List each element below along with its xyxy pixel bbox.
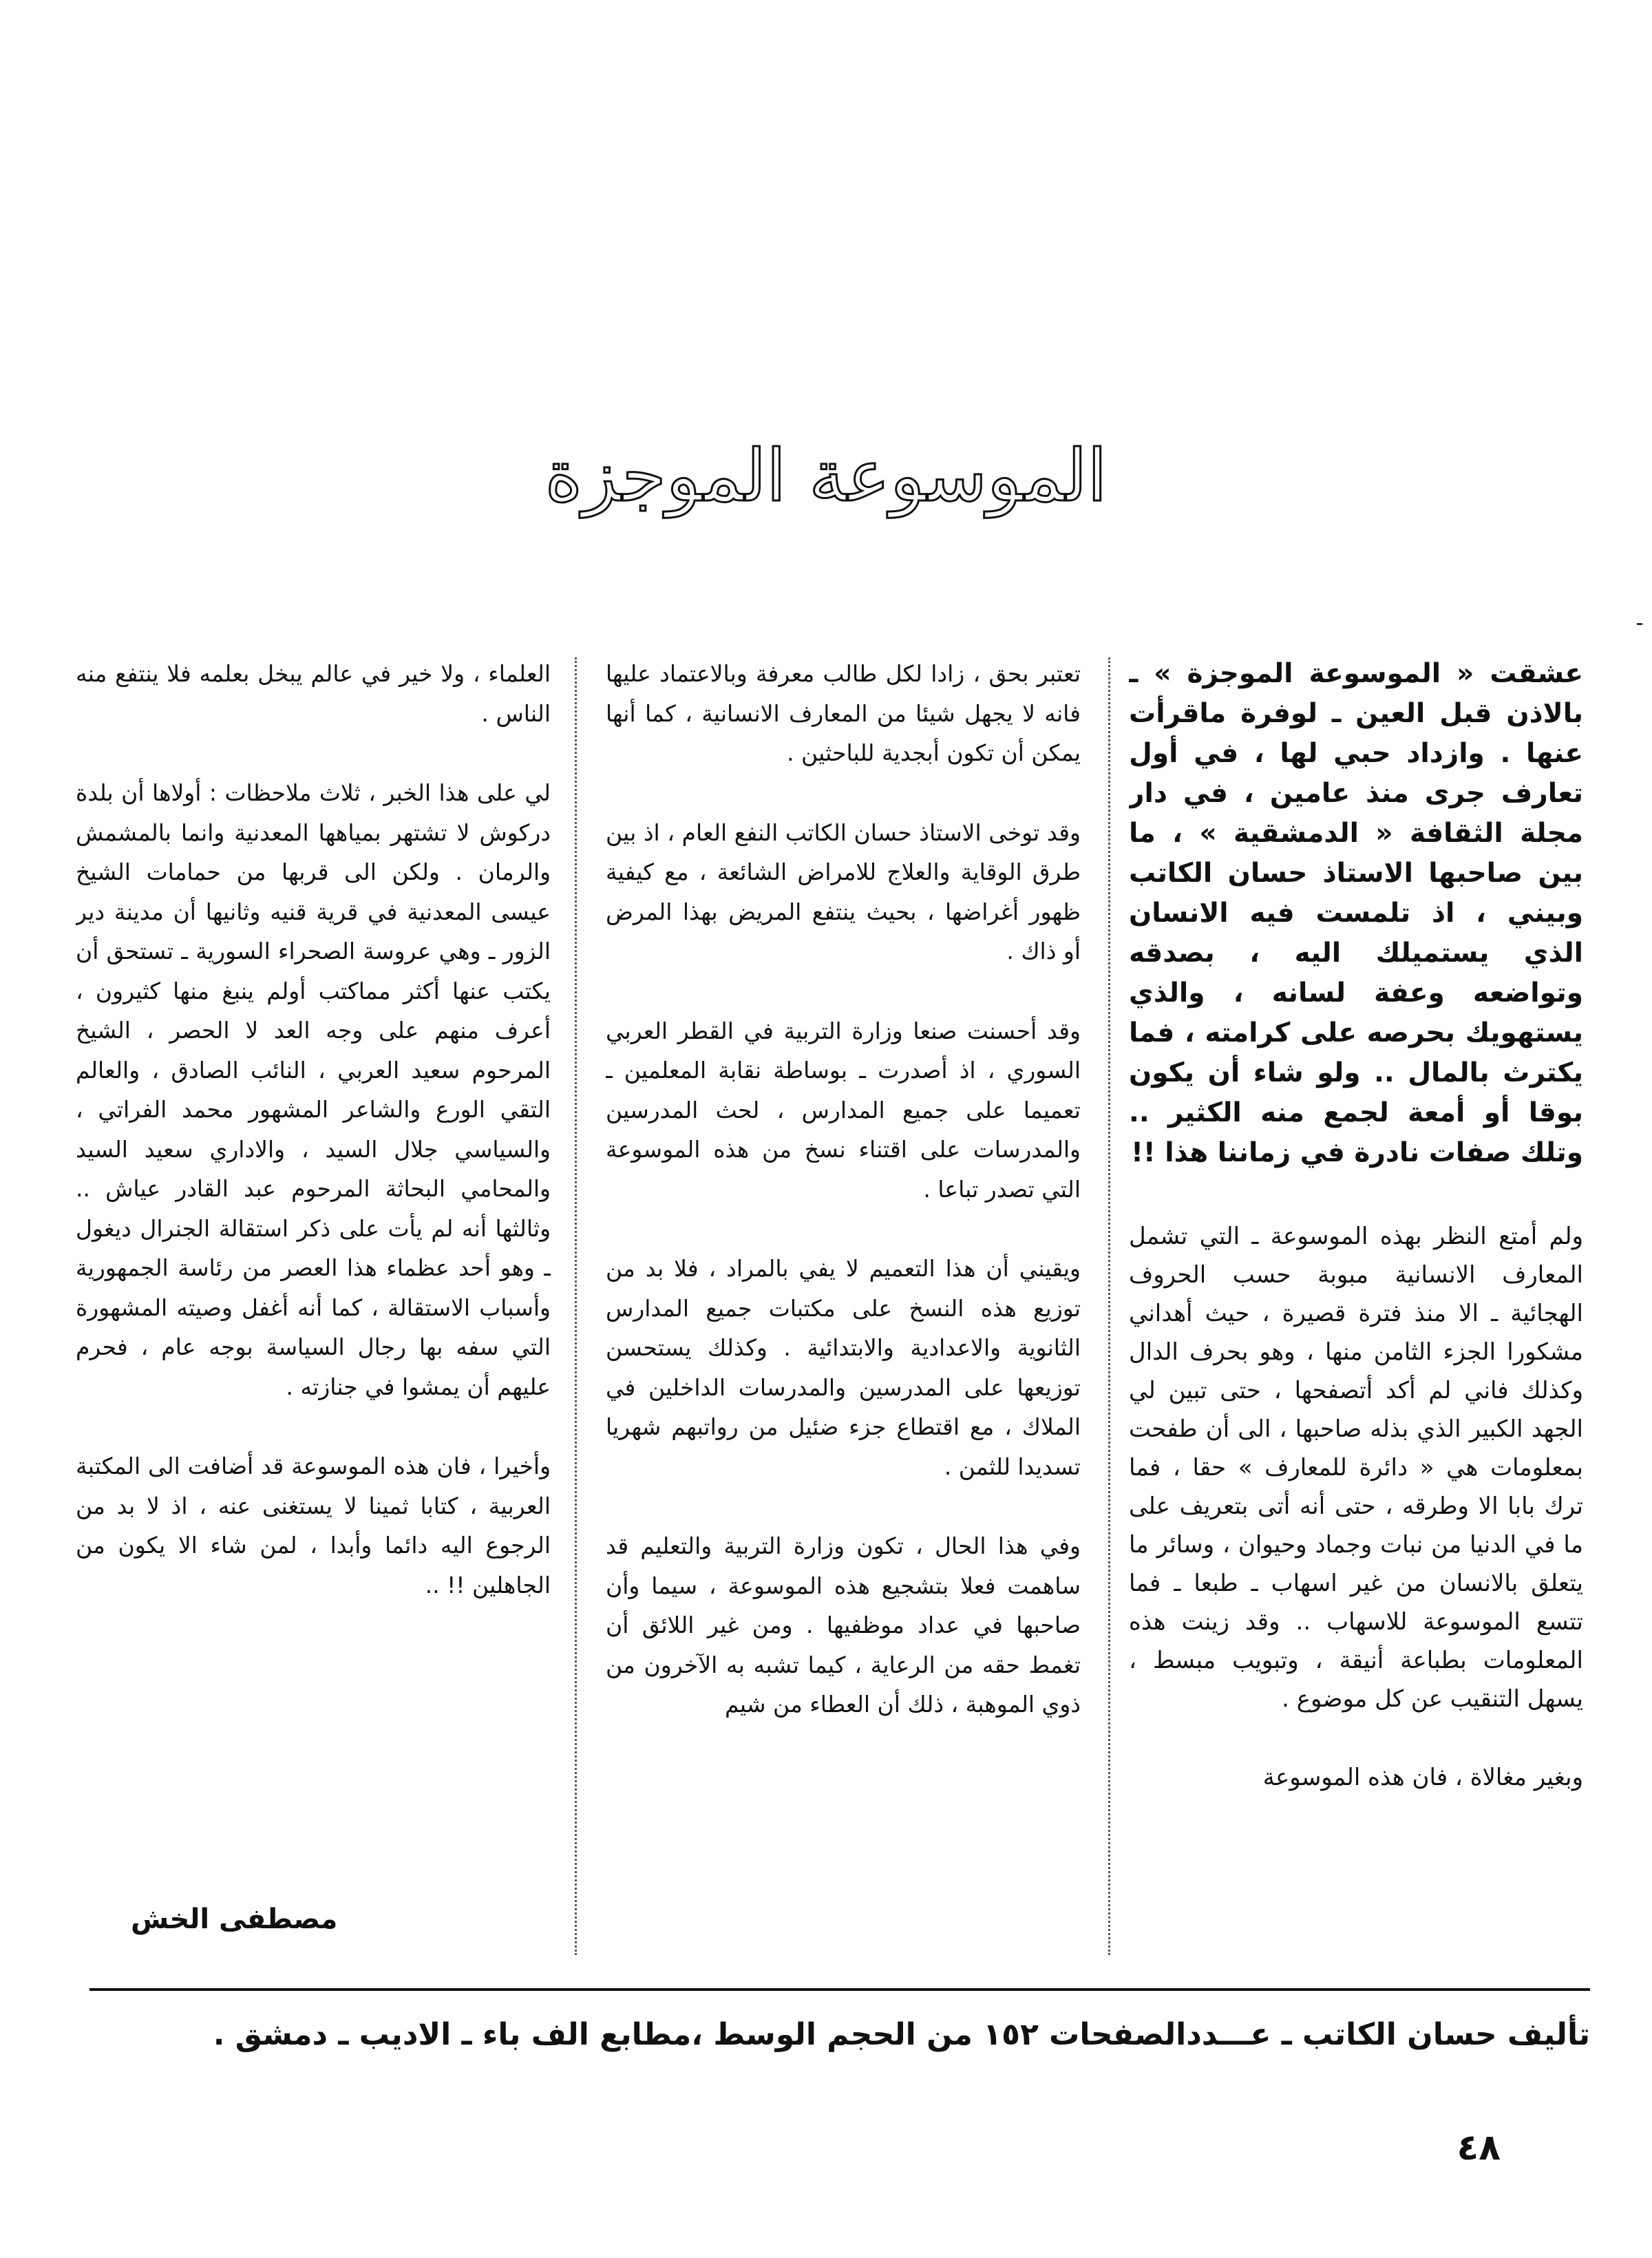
- column-middle: [606, 654, 1081, 1962]
- paragraph: وقد توخى الاستاذ حسان الكاتب النفع العام ، اذ بين طرق الوقاية والعلاج للامراض الشائعة ، مع كيفية ظهور أغراضها ، بحيث ينتفع المريض بهذا المرض أو ذاك .: [606, 819, 1081, 964]
- column-left: [76, 654, 551, 1962]
- author-signature: مصطفى الخش: [131, 1903, 338, 1935]
- page-number: ٤٨: [1457, 2127, 1501, 2169]
- paragraph: وقد أحسنت صنعا وزارة التربية في القطر العربي السوري ، اذ أصدرت ـ بوساطة نقابة المعلمين ـ تعميما على جميع المدارس ، لحث المدرسين والمدرسات على اقتناء نسخ من هذه الموسوعة التي تصدر تباعا .: [606, 1017, 1081, 1203]
- footer-rule: [89, 1988, 1590, 1991]
- page-title: الموسوعة الموجزة: [544, 433, 1108, 518]
- paragraph: وبغير مغالاة ، فان هذه الموسوعة: [1262, 1764, 1583, 1791]
- lead-paragraph: عشقت « الموسوعة الموجزة » ـ بالاذن قبل العين ـ لوفرة ماقرأت عنها . وازداد حبي لها ، في أول تعارف جرى منذ عامين ، في دار مجلة الثقافة « الدمشقية » ، ما بين صاحبها الاستاذ حسان الكاتب وبيني ، اذ تلمست فيه الانسان الذي يستميلك اليه ، بصدقه وتواضعه وعفة لسانه ، والذي يستهويك بحرصه على كرامته ، فما يكترث بالمال .. ولو شاء أن يكون بوقا أو أمعة لجمع منه الكثير .. وتلك صفات نادرة في زماننا هذا !!: [1129, 658, 1583, 1168]
- paragraph: ويقيني أن هذا التعميم لا يفي بالمراد ، فلا بد من توزيع هذه النسخ على مكتبات جميع المدارس الثانوية والاعدادية والابتدائية . وكذلك يستحسن توزيعها على المدرسين والمدرسات الداخلين في الملاك ، مع اقتطاع جزء ضئيل من رواتبهم شهريا تسديدا للثمن .: [606, 1255, 1081, 1480]
- paragraph: لي على هذا الخبر ، ثلاث ملاحظات : أولاها أن بلدة دركوش لا تشتهر بمياهها المعدنية وانما بالمشمش والرمان . ولكن الى قربها من حمامات الشيخ عيسى المعدنية في قرية قنيه وثانيها أن مدينة دير الزور ـ وهي عروسة الصحراء السورية ـ تستحق أن يكتب عنها أكثر مماكتب أولم ينبغ منها كثيرون ، أعرف منهم على وجه العد لا الحصر ، الشيخ المرحوم سعيد العربي ، النائب الصادق ، والعالم التقي الورع والشاعر المشهور محمد الفراتي ، والسياسي جلال السيد ، والاداري سعيد السيد والمحامي البحاثة المرحوم عبد القادر عياش .. وثالثها أنه لم يأت على ذكر استقالة الجنرال ديغول ـ وهو أحد عظماء هذا العصر من رئاسة الجمهورية وأسباب الاستقالة ، كما أنه أغفل وصيته المشهورة التي سفه بها رجال السياسة بوجه عام ، فحرم عليهم أن يمشوا في جنازته .: [76, 779, 551, 1400]
- book-info-footer: تأليف حسان الكاتب ـ عـــددالصفحات ١٥٢ من الحجم الوسط ،مطابع الف باء ـ الاديب ـ دمشق .: [213, 2017, 1590, 2052]
- paragraph: وأخيرا ، فان هذه الموسوعة قد أضافت الى المكتبة العربية ، كتابا ثمينا لا يستغنى عنه ، اذ لا بد من الرجوع اليه دائما وأبدا ، لمن شاء الا يكون من الجاهلين !! ..: [76, 1453, 551, 1598]
- scan-mark: [1637, 623, 1642, 625]
- column-right: [1129, 654, 1583, 1962]
- paragraph: العلماء ، ولا خير في عالم يبخل بعلمه فلا ينتفع منه الناس .: [76, 660, 551, 727]
- paragraph: ولم أمتع النظر بهذه الموسوعة ـ التي تشمل المعارف الانسانية مبوبة حسب الحروف الهجائية ـ الا منذ فترة قصيرة ، حيث أهداني مشكورا الجزء الثامن منها ، وهو بحرف الدال وكذلك فاني لم أكد أتصفحها ، حتى تبين لي الجهد الكبير الذي بذله صاحبها ، الى أن طفحت بمعلومات هي « دائرة للمعارف » حقا ، فما ترك بابا الا وطرقه ، حتى أنه أتى بتعريف على ما في الدنيا من نبات وجماد وحيوان ، وسائر ما يتعلق بالانسان من غير اسهاب ـ طبعا ـ فما تتسع الموسوعة للاسهاب .. وقد زينت هذه المعلومات بطباعة أنيقة ، وتبويب مبسط ، يسهل التنقيب عن كل موضوع .: [1129, 1223, 1583, 1713]
- paragraph: تعتبر بحق ، زادا لكل طالب معرفة وبالاعتماد عليها فانه لا يجهل شيئا من المعارف الانسانية ، كما أنها يمكن أن تكون أبجدية للباحثين .: [606, 660, 1081, 766]
- column-divider: [1108, 657, 1110, 1955]
- column-divider: [575, 657, 577, 1955]
- paragraph: وفي هذا الحال ، تكون وزارة التربية والتعليم قد ساهمت فعلا بتشجيع هذه الموسوعة ، سيما وأن صاحبها في عداد موظفيها . ومن غير اللائق أن تغمط حقه من الرعاية ، كيما تشبه به الآخرون من ذوي الموهبة ، ذلك أن العطاء من شيم: [606, 1532, 1081, 1718]
